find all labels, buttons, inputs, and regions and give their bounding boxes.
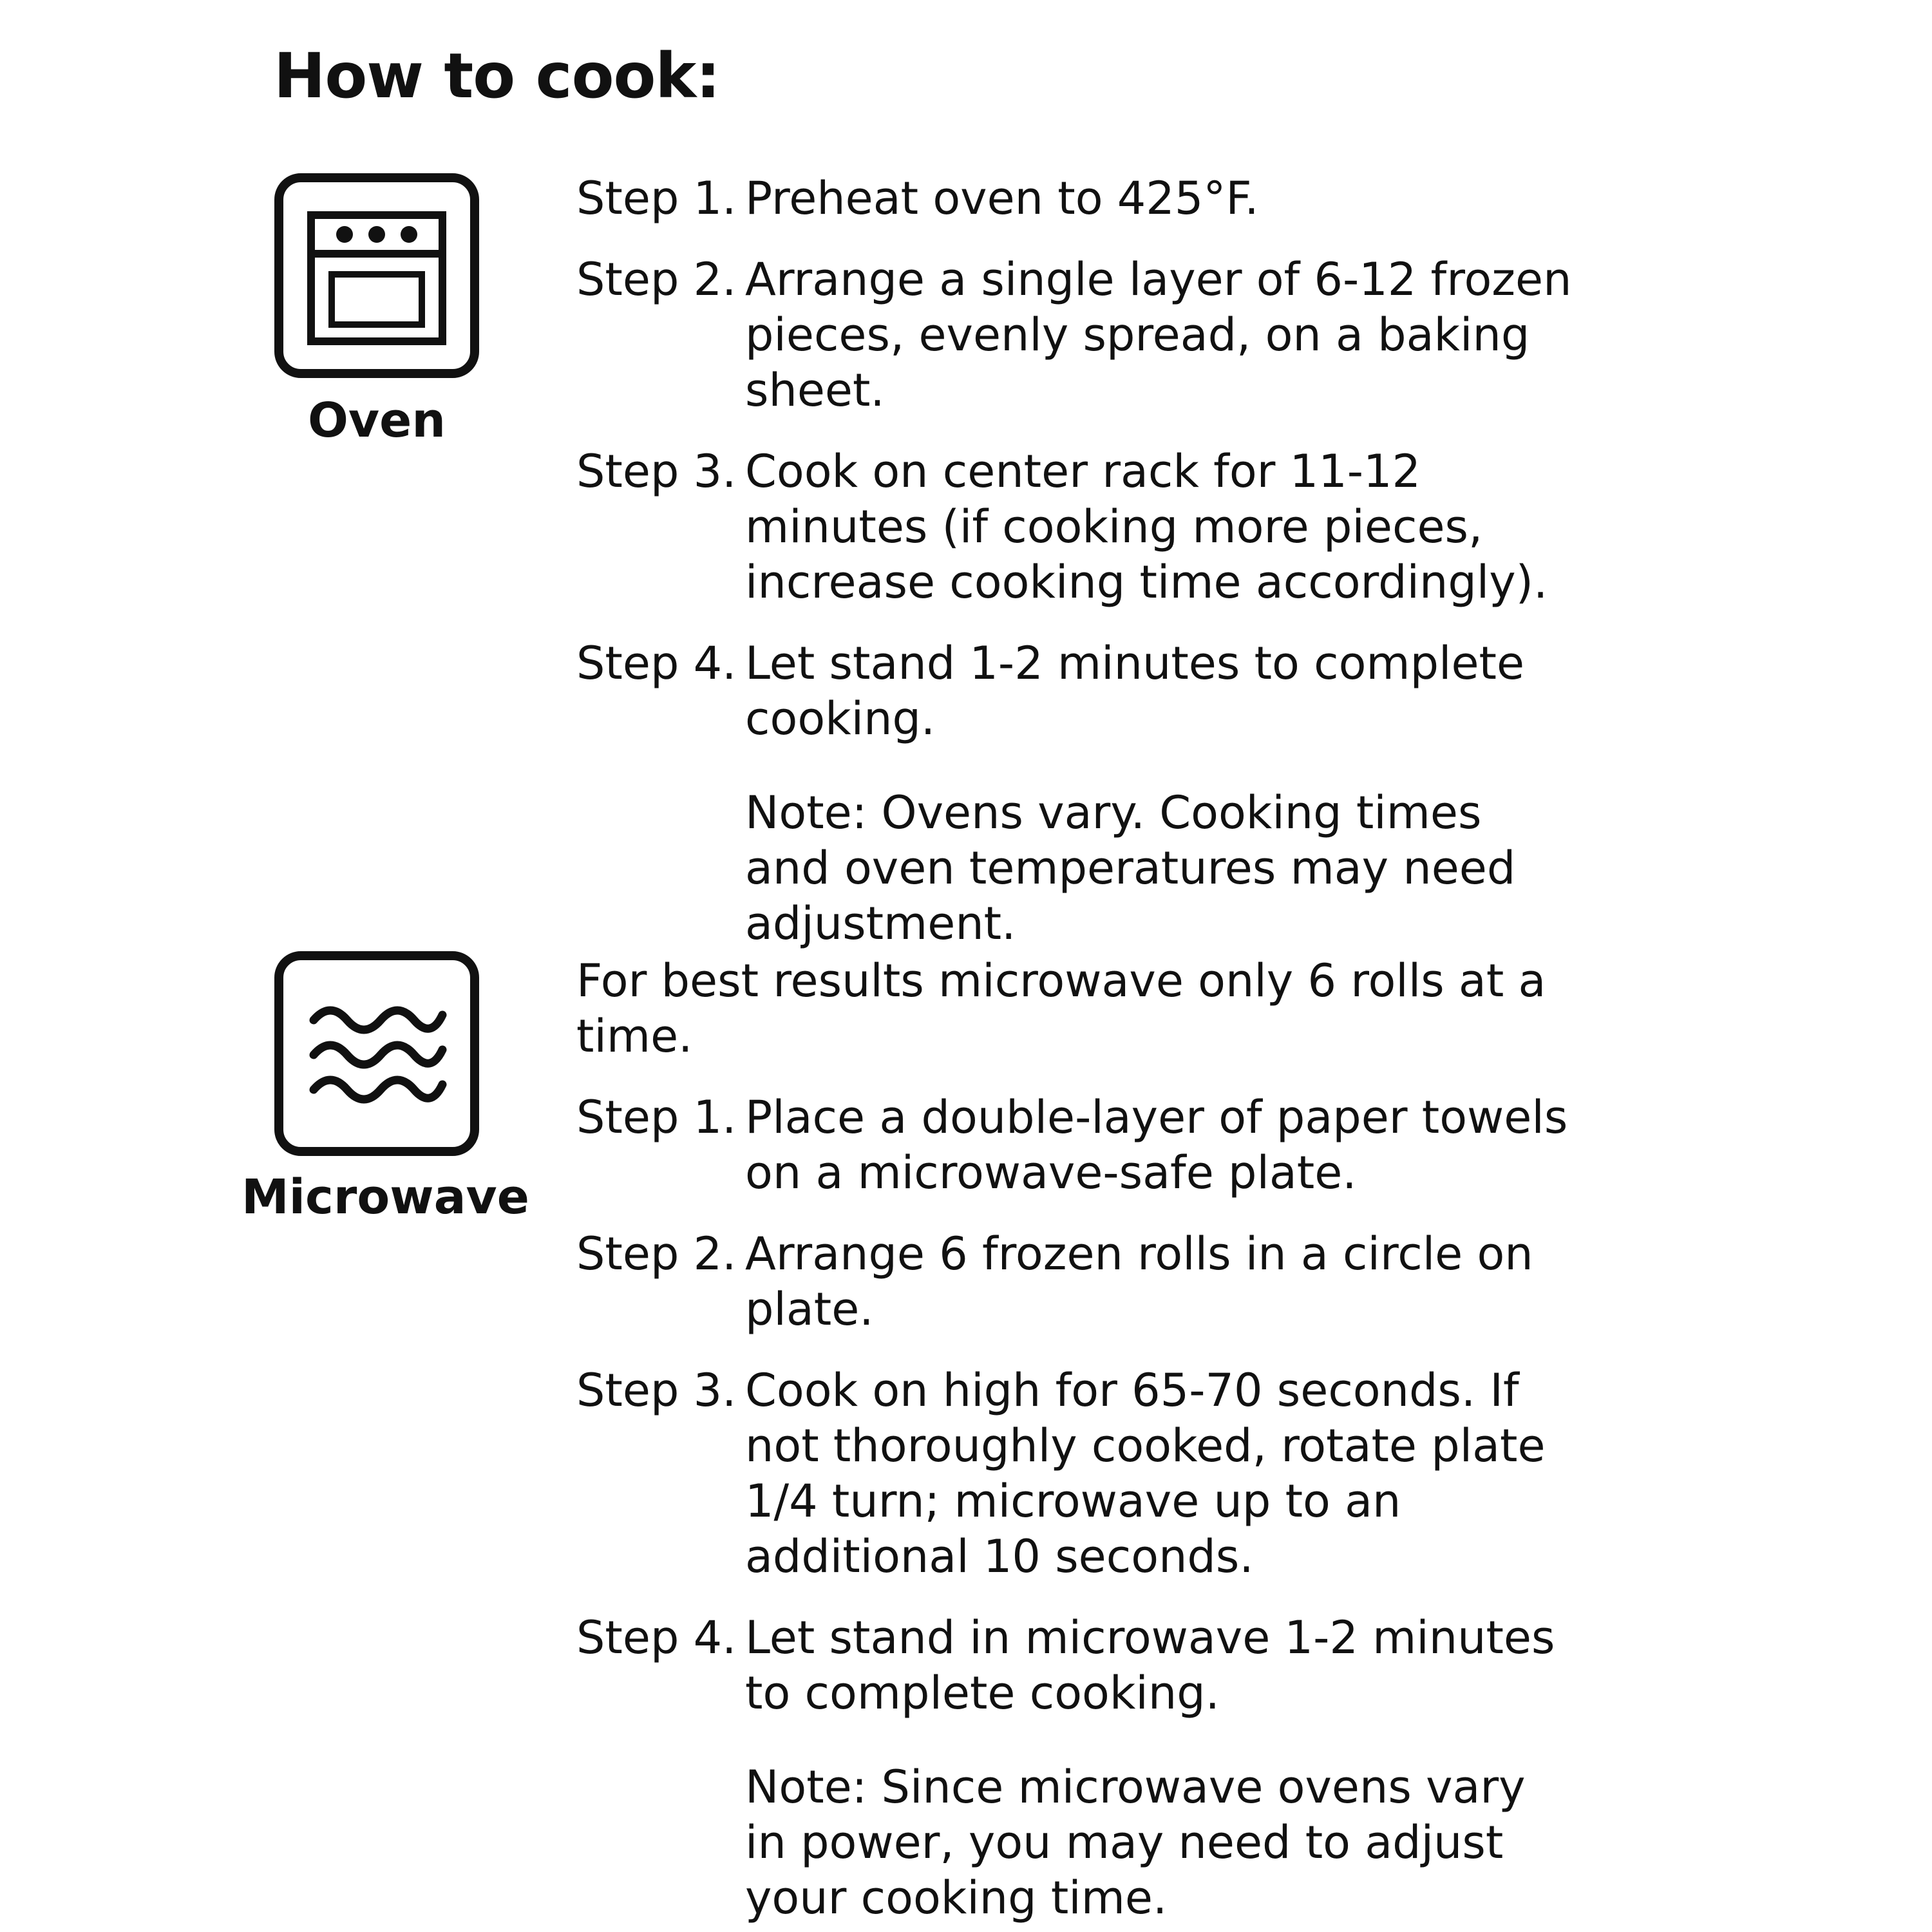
microwave-note: Note: Since microwave ovens vary in power, you may need to adjust your cooking time.	[745, 1761, 1526, 1924]
microwave-icon	[274, 951, 480, 1157]
microwave-step-2	[576, 1226, 1671, 1337]
step-number: Step 1.	[576, 1091, 737, 1144]
step-text: Arrange 6 frozen rolls in a circle on plate.	[745, 1227, 1533, 1336]
step-number: Step 2.	[576, 1227, 737, 1280]
oven-step-1	[576, 171, 1671, 226]
microwave-label: Microwave	[242, 1170, 529, 1225]
microwave-method-block	[242, 951, 529, 1225]
microwave-step-1	[576, 1090, 1671, 1200]
step-text: Cook on center rack for 11-12 minutes (if cooking more pieces, increase cooking time accordingly).	[745, 445, 1548, 609]
step-number: Step 4.	[576, 1611, 737, 1664]
oven-step-2	[576, 252, 1671, 418]
step-text: Arrange a single layer of 6-12 frozen pieces, evenly spread, on a baking sheet.	[745, 253, 1572, 417]
step-number: Step 1.	[576, 172, 737, 225]
oven-step-3	[576, 444, 1671, 610]
page-title: How to cook:	[274, 40, 720, 112]
oven-method-block	[242, 173, 512, 448]
step-number: Step 3.	[576, 445, 737, 498]
step-number: Step 3.	[576, 1364, 737, 1417]
step-text: Let stand 1-2 minutes to complete cooking.	[745, 637, 1525, 745]
microwave-instructions	[576, 953, 1671, 1926]
oven-note: Note: Ovens vary. Cooking times and oven temperatures may need adjustment.	[745, 786, 1516, 950]
step-text: Cook on high for 65-70 seconds. If not thoroughly cooked, rotate plate 1/4 turn; microwave up to an additional 10 seconds.	[745, 1364, 1546, 1583]
oven-instructions	[576, 171, 1671, 951]
step-number: Step 4.	[576, 637, 737, 690]
step-text: Place a double-layer of paper towels on a microwave-safe plate.	[745, 1091, 1568, 1199]
microwave-step-3	[576, 1363, 1671, 1584]
microwave-step-4	[576, 1610, 1671, 1721]
microwave-intro: For best results microwave only 6 rolls at a time.	[576, 954, 1546, 1063]
step-text: Let stand in microwave 1-2 minutes to complete cooking.	[745, 1611, 1555, 1719]
step-number: Step 2.	[576, 253, 737, 306]
step-text: Preheat oven to 425°F.	[745, 172, 1259, 225]
oven-step-4	[576, 636, 1671, 746]
oven-label: Oven	[307, 393, 446, 448]
oven-icon	[274, 173, 480, 379]
